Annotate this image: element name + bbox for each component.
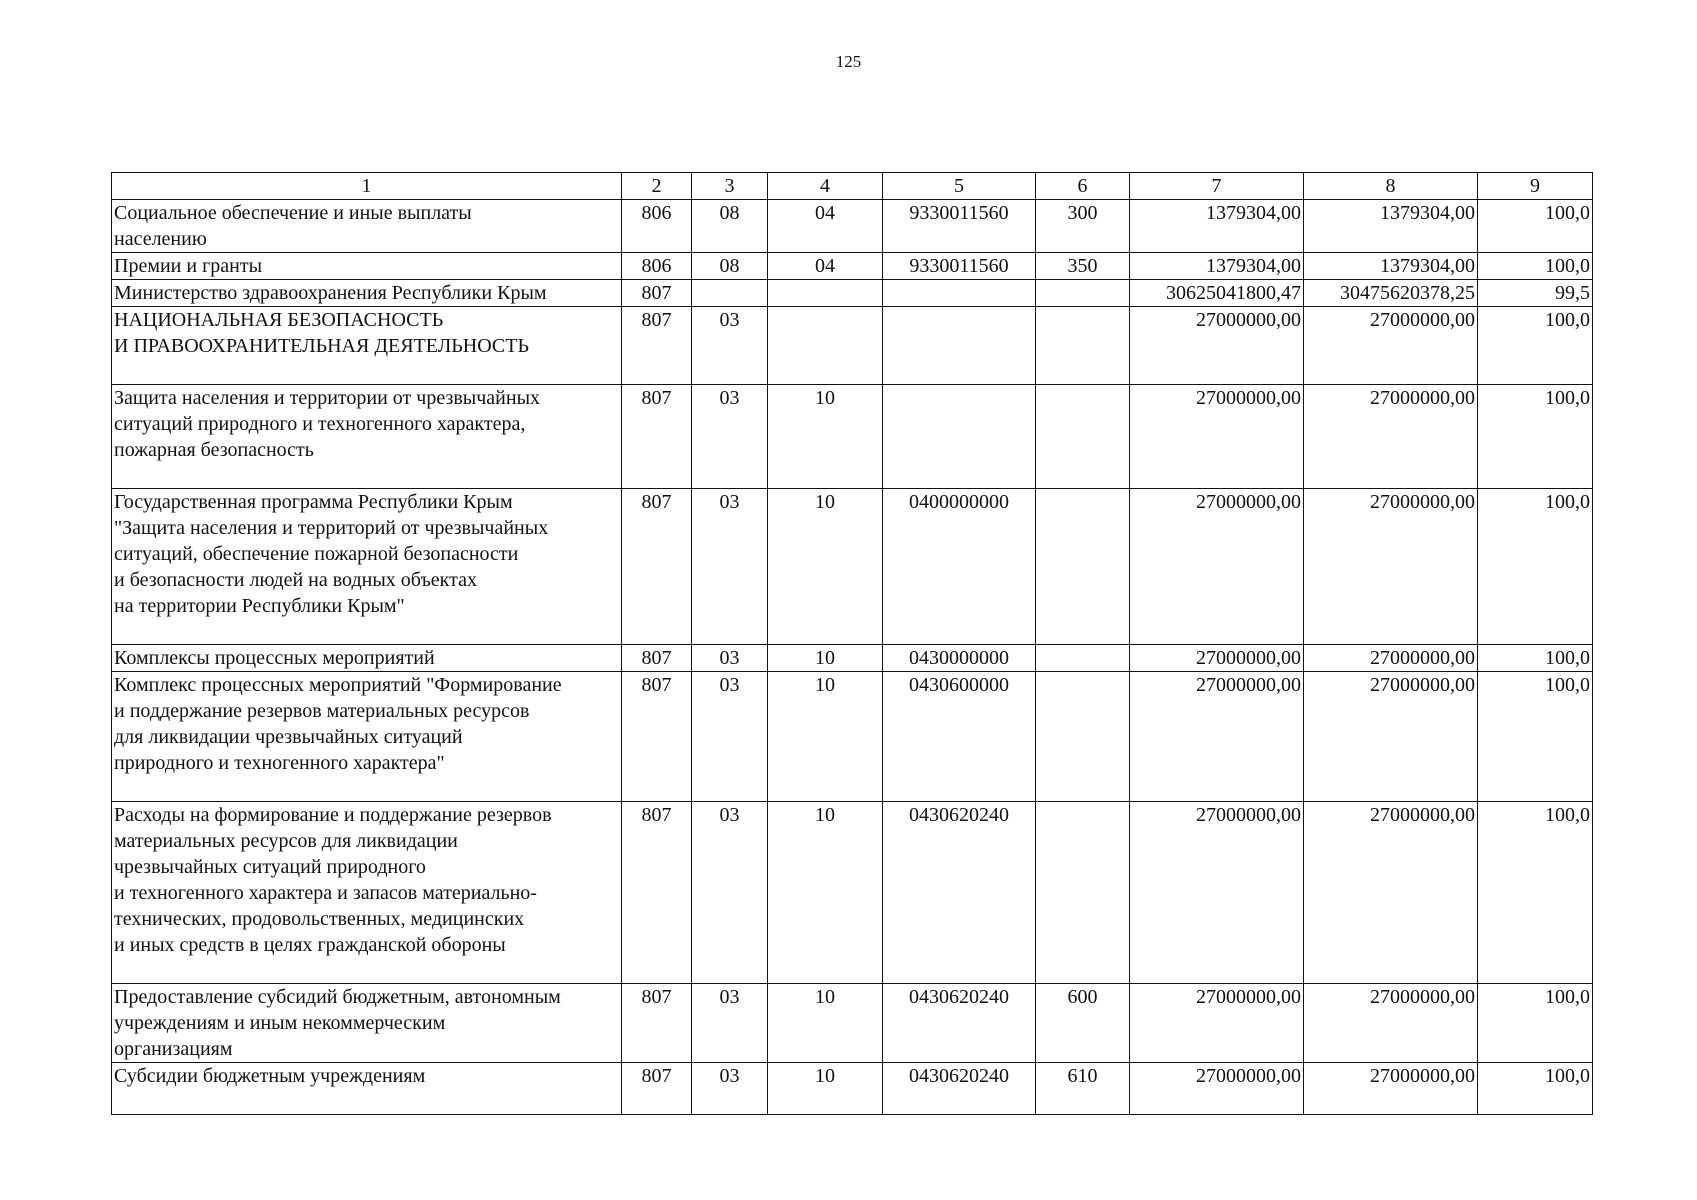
row-name-line: Комплексы процессных мероприятий (114, 647, 435, 669)
header-cell: 3 (692, 173, 768, 200)
executed-amount-cell: 27000000,00 (1304, 385, 1478, 489)
expense-type-cell (1036, 280, 1130, 307)
table-row (112, 385, 1593, 489)
expense-type-cell (1036, 802, 1130, 984)
row-name-line: И ПРАВООХРАНИТЕЛЬНАЯ ДЕЯТЕЛЬНОСТЬ (114, 335, 529, 357)
section-code-cell: 08 (692, 253, 768, 280)
target-article-cell: 0430620240 (883, 802, 1036, 984)
expense-type-cell (1036, 385, 1130, 489)
expense-type-cell: 300 (1036, 200, 1130, 253)
row-name-line: для ликвидации чрезвычайных ситуаций (114, 726, 463, 748)
row-name-line: Социальное обеспечение и иные выплаты (114, 202, 472, 224)
row-name-cell (112, 253, 622, 280)
subsection-code-cell: 10 (768, 489, 883, 645)
executed-amount-cell: 27000000,00 (1304, 984, 1478, 1063)
row-name-cell (112, 672, 622, 802)
row-name-cell (112, 489, 622, 645)
planned-amount-cell: 27000000,00 (1130, 672, 1304, 802)
planned-amount-cell: 27000000,00 (1130, 984, 1304, 1063)
target-article-cell (883, 385, 1036, 489)
dept-code-cell: 807 (622, 385, 692, 489)
planned-amount-cell: 1379304,00 (1130, 253, 1304, 280)
table-row (112, 307, 1593, 385)
execution-percent-cell: 100,0 (1478, 984, 1593, 1063)
header-cell: 7 (1130, 173, 1304, 200)
execution-percent-cell: 100,0 (1478, 385, 1593, 489)
dept-code-cell: 807 (622, 802, 692, 984)
dept-code-cell: 807 (622, 1063, 692, 1115)
target-article-cell: 0430620240 (883, 1063, 1036, 1115)
row-name-cell (112, 385, 622, 489)
dept-code-cell: 807 (622, 280, 692, 307)
expense-type-cell: 600 (1036, 984, 1130, 1063)
header-cell: 5 (883, 173, 1036, 200)
planned-amount-cell: 27000000,00 (1130, 802, 1304, 984)
planned-amount-cell: 27000000,00 (1130, 645, 1304, 672)
dept-code-cell: 807 (622, 307, 692, 385)
row-name-line: населению (114, 228, 207, 250)
executed-amount-cell: 30475620378,25 (1304, 280, 1478, 307)
subsection-code-cell: 10 (768, 802, 883, 984)
row-name-cell (112, 307, 622, 385)
header-cell: 2 (622, 173, 692, 200)
target-article-cell: 0430000000 (883, 645, 1036, 672)
executed-amount-cell: 1379304,00 (1304, 253, 1478, 280)
row-name-line: Расходы на формирование и поддержание резервов (114, 804, 552, 826)
section-code-cell: 03 (692, 984, 768, 1063)
row-name-cell (112, 280, 622, 307)
planned-amount-cell: 27000000,00 (1130, 385, 1304, 489)
dept-code-cell: 807 (622, 672, 692, 802)
executed-amount-cell: 27000000,00 (1304, 802, 1478, 984)
target-article-cell (883, 307, 1036, 385)
row-name-cell (112, 1063, 622, 1115)
target-article-cell: 9330011560 (883, 200, 1036, 253)
subsection-code-cell: 04 (768, 200, 883, 253)
execution-percent-cell: 100,0 (1478, 1063, 1593, 1115)
expense-type-cell (1036, 645, 1130, 672)
row-name-line: Субсидии бюджетным учреждениям (114, 1065, 426, 1087)
table-row (112, 280, 1593, 307)
header-cell: 9 (1478, 173, 1593, 200)
budget-table (111, 172, 1593, 1115)
section-code-cell: 03 (692, 645, 768, 672)
table-row (112, 984, 1593, 1063)
section-code-cell: 03 (692, 385, 768, 489)
execution-percent-cell: 99,5 (1478, 280, 1593, 307)
dept-code-cell: 806 (622, 200, 692, 253)
row-name-line: природного и техногенного характера" (114, 752, 445, 774)
executed-amount-cell: 27000000,00 (1304, 489, 1478, 645)
row-name-line: пожарная безопасность (114, 439, 314, 461)
subsection-code-cell: 10 (768, 1063, 883, 1115)
table-row (112, 253, 1593, 280)
row-name-line: и иных средств в целях гражданской обороны (114, 934, 506, 956)
execution-percent-cell: 100,0 (1478, 307, 1593, 385)
subsection-code-cell: 10 (768, 645, 883, 672)
row-name-cell (112, 200, 622, 253)
row-name-line: чрезвычайных ситуаций природного (114, 856, 426, 878)
row-name-line: и безопасности людей на водных объектах (114, 569, 477, 591)
dept-code-cell: 807 (622, 489, 692, 645)
section-code-cell: 03 (692, 1063, 768, 1115)
table-row (112, 1063, 1593, 1115)
row-name-line: Предоставление субсидий бюджетным, автономным (114, 986, 561, 1008)
target-article-cell (883, 280, 1036, 307)
planned-amount-cell: 27000000,00 (1130, 1063, 1304, 1115)
executed-amount-cell: 27000000,00 (1304, 645, 1478, 672)
table-row (112, 489, 1593, 645)
section-code-cell: 08 (692, 200, 768, 253)
planned-amount-cell: 30625041800,47 (1130, 280, 1304, 307)
executed-amount-cell: 27000000,00 (1304, 1063, 1478, 1115)
section-code-cell: 03 (692, 307, 768, 385)
subsection-code-cell: 10 (768, 385, 883, 489)
row-name-line: учреждениям и иным некоммерческим (114, 1012, 446, 1034)
subsection-code-cell: 04 (768, 253, 883, 280)
row-name-line: Защита населения и территории от чрезвычайных (114, 387, 541, 409)
row-name-line: технических, продовольственных, медицинских (114, 908, 525, 930)
row-name-line: и техногенного характера и запасов материально- (114, 882, 537, 904)
executed-amount-cell: 1379304,00 (1304, 200, 1478, 253)
expense-type-cell: 610 (1036, 1063, 1130, 1115)
row-name-line: ситуаций природного и техногенного характера, (114, 413, 526, 435)
row-name-line: Комплекс процессных мероприятий "Формирование (114, 674, 562, 696)
table-row (112, 200, 1593, 253)
subsection-code-cell: 10 (768, 984, 883, 1063)
row-name-line: Премии и гранты (114, 255, 263, 277)
table-row (112, 672, 1593, 802)
table-row (112, 645, 1593, 672)
planned-amount-cell: 27000000,00 (1130, 489, 1304, 645)
planned-amount-cell: 27000000,00 (1130, 307, 1304, 385)
subsection-code-cell: 10 (768, 672, 883, 802)
execution-percent-cell: 100,0 (1478, 489, 1593, 645)
target-article-cell: 0430620240 (883, 984, 1036, 1063)
execution-percent-cell: 100,0 (1478, 200, 1593, 253)
section-code-cell: 03 (692, 672, 768, 802)
row-name-line: Министерство здравоохранения Республики Крым (114, 282, 547, 304)
row-name-cell (112, 645, 622, 672)
row-name-line: организациям (114, 1038, 233, 1060)
header-cell: 6 (1036, 173, 1130, 200)
execution-percent-cell: 100,0 (1478, 645, 1593, 672)
row-name-cell (112, 802, 622, 984)
target-article-cell: 0430600000 (883, 672, 1036, 802)
header-cell: 8 (1304, 173, 1478, 200)
executed-amount-cell: 27000000,00 (1304, 307, 1478, 385)
subsection-code-cell (768, 307, 883, 385)
page-number: 125 (835, 52, 862, 71)
row-name-line: материальных ресурсов для ликвидации (114, 830, 458, 852)
section-code-cell (692, 280, 768, 307)
row-name-line: Государственная программа Республики Крым (114, 491, 513, 513)
executed-amount-cell: 27000000,00 (1304, 672, 1478, 802)
section-code-cell: 03 (692, 802, 768, 984)
dept-code-cell: 806 (622, 253, 692, 280)
target-article-cell: 9330011560 (883, 253, 1036, 280)
row-name-line: ситуаций, обеспечение пожарной безопасности (114, 543, 519, 565)
header-cell: 4 (768, 173, 883, 200)
row-name-cell (112, 984, 622, 1063)
execution-percent-cell: 100,0 (1478, 802, 1593, 984)
expense-type-cell (1036, 672, 1130, 802)
row-name-line: и поддержание резервов материальных ресурсов (114, 700, 530, 722)
row-name-line: НАЦИОНАЛЬНАЯ БЕЗОПАСНОСТЬ (114, 309, 444, 331)
target-article-cell: 0400000000 (883, 489, 1036, 645)
subsection-code-cell (768, 280, 883, 307)
expense-type-cell (1036, 489, 1130, 645)
row-name-line: на территории Республики Крым" (114, 595, 405, 617)
header-cell: 1 (112, 173, 622, 200)
execution-percent-cell: 100,0 (1478, 672, 1593, 802)
expense-type-cell (1036, 307, 1130, 385)
header-row (112, 173, 1593, 200)
planned-amount-cell: 1379304,00 (1130, 200, 1304, 253)
execution-percent-cell: 100,0 (1478, 253, 1593, 280)
row-name-line: "Защита населения и территорий от чрезвычайных (114, 517, 549, 539)
section-code-cell: 03 (692, 489, 768, 645)
dept-code-cell: 807 (622, 984, 692, 1063)
dept-code-cell: 807 (622, 645, 692, 672)
expense-type-cell: 350 (1036, 253, 1130, 280)
table-row (112, 802, 1593, 984)
